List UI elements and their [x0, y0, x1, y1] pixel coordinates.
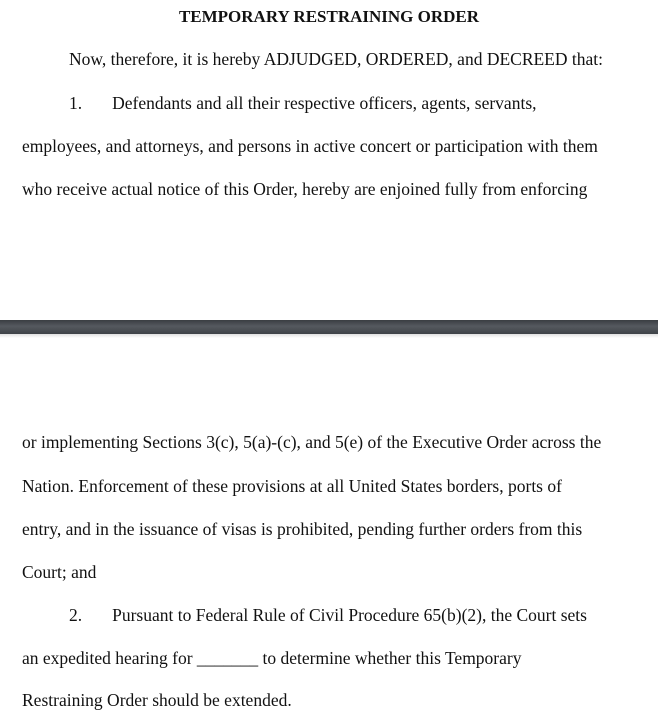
paragraph-1-text-line-3: who receive actual notice of this Order, hereby are enjoined fully from enforcing — [22, 179, 588, 199]
page-break-shadow — [0, 334, 658, 338]
paragraph-1-text-line-6: entry, and in the issuance of visas is prohibited, pending further orders from this — [22, 519, 583, 539]
paragraph-1-text-line-4: or implementing Sections 3(c), 5(a)-(c), and 5(e) of the Executive Order across the — [22, 432, 602, 452]
preamble-text: Now, therefore, it is hereby ADJUDGED, ORDERED, and DECREED that: — [69, 49, 603, 69]
paragraph-2-first-line — [69, 605, 587, 625]
paragraph-1-text-line-1: Defendants and all their respective officers, agents, servants, — [112, 93, 537, 113]
paragraph-2-number: 2. — [69, 605, 83, 625]
paragraph-1-text-line-7: Court; and — [22, 562, 97, 582]
paragraph-1-first-line — [69, 93, 537, 113]
paragraph-2-text-line-1: Pursuant to Federal Rule of Civil Procedure 65(b)(2), the Court sets — [112, 605, 587, 625]
paragraph-1-text-line-5: Nation. Enforcement of these provisions at all United States borders, ports of — [22, 476, 562, 496]
paragraph-1-text-line-2: employees, and attorneys, and persons in active concert or participation with them — [22, 136, 598, 156]
paragraph-1-number: 1. — [69, 93, 83, 113]
paragraph-2-text-line-3: Restraining Order should be extended. — [22, 690, 292, 710]
page-break-divider — [0, 320, 658, 334]
paragraph-2-text-line-2: an expedited hearing for _______ to determine whether this Temporary — [22, 648, 522, 668]
document-title: TEMPORARY RESTRAINING ORDER — [178, 7, 480, 26]
